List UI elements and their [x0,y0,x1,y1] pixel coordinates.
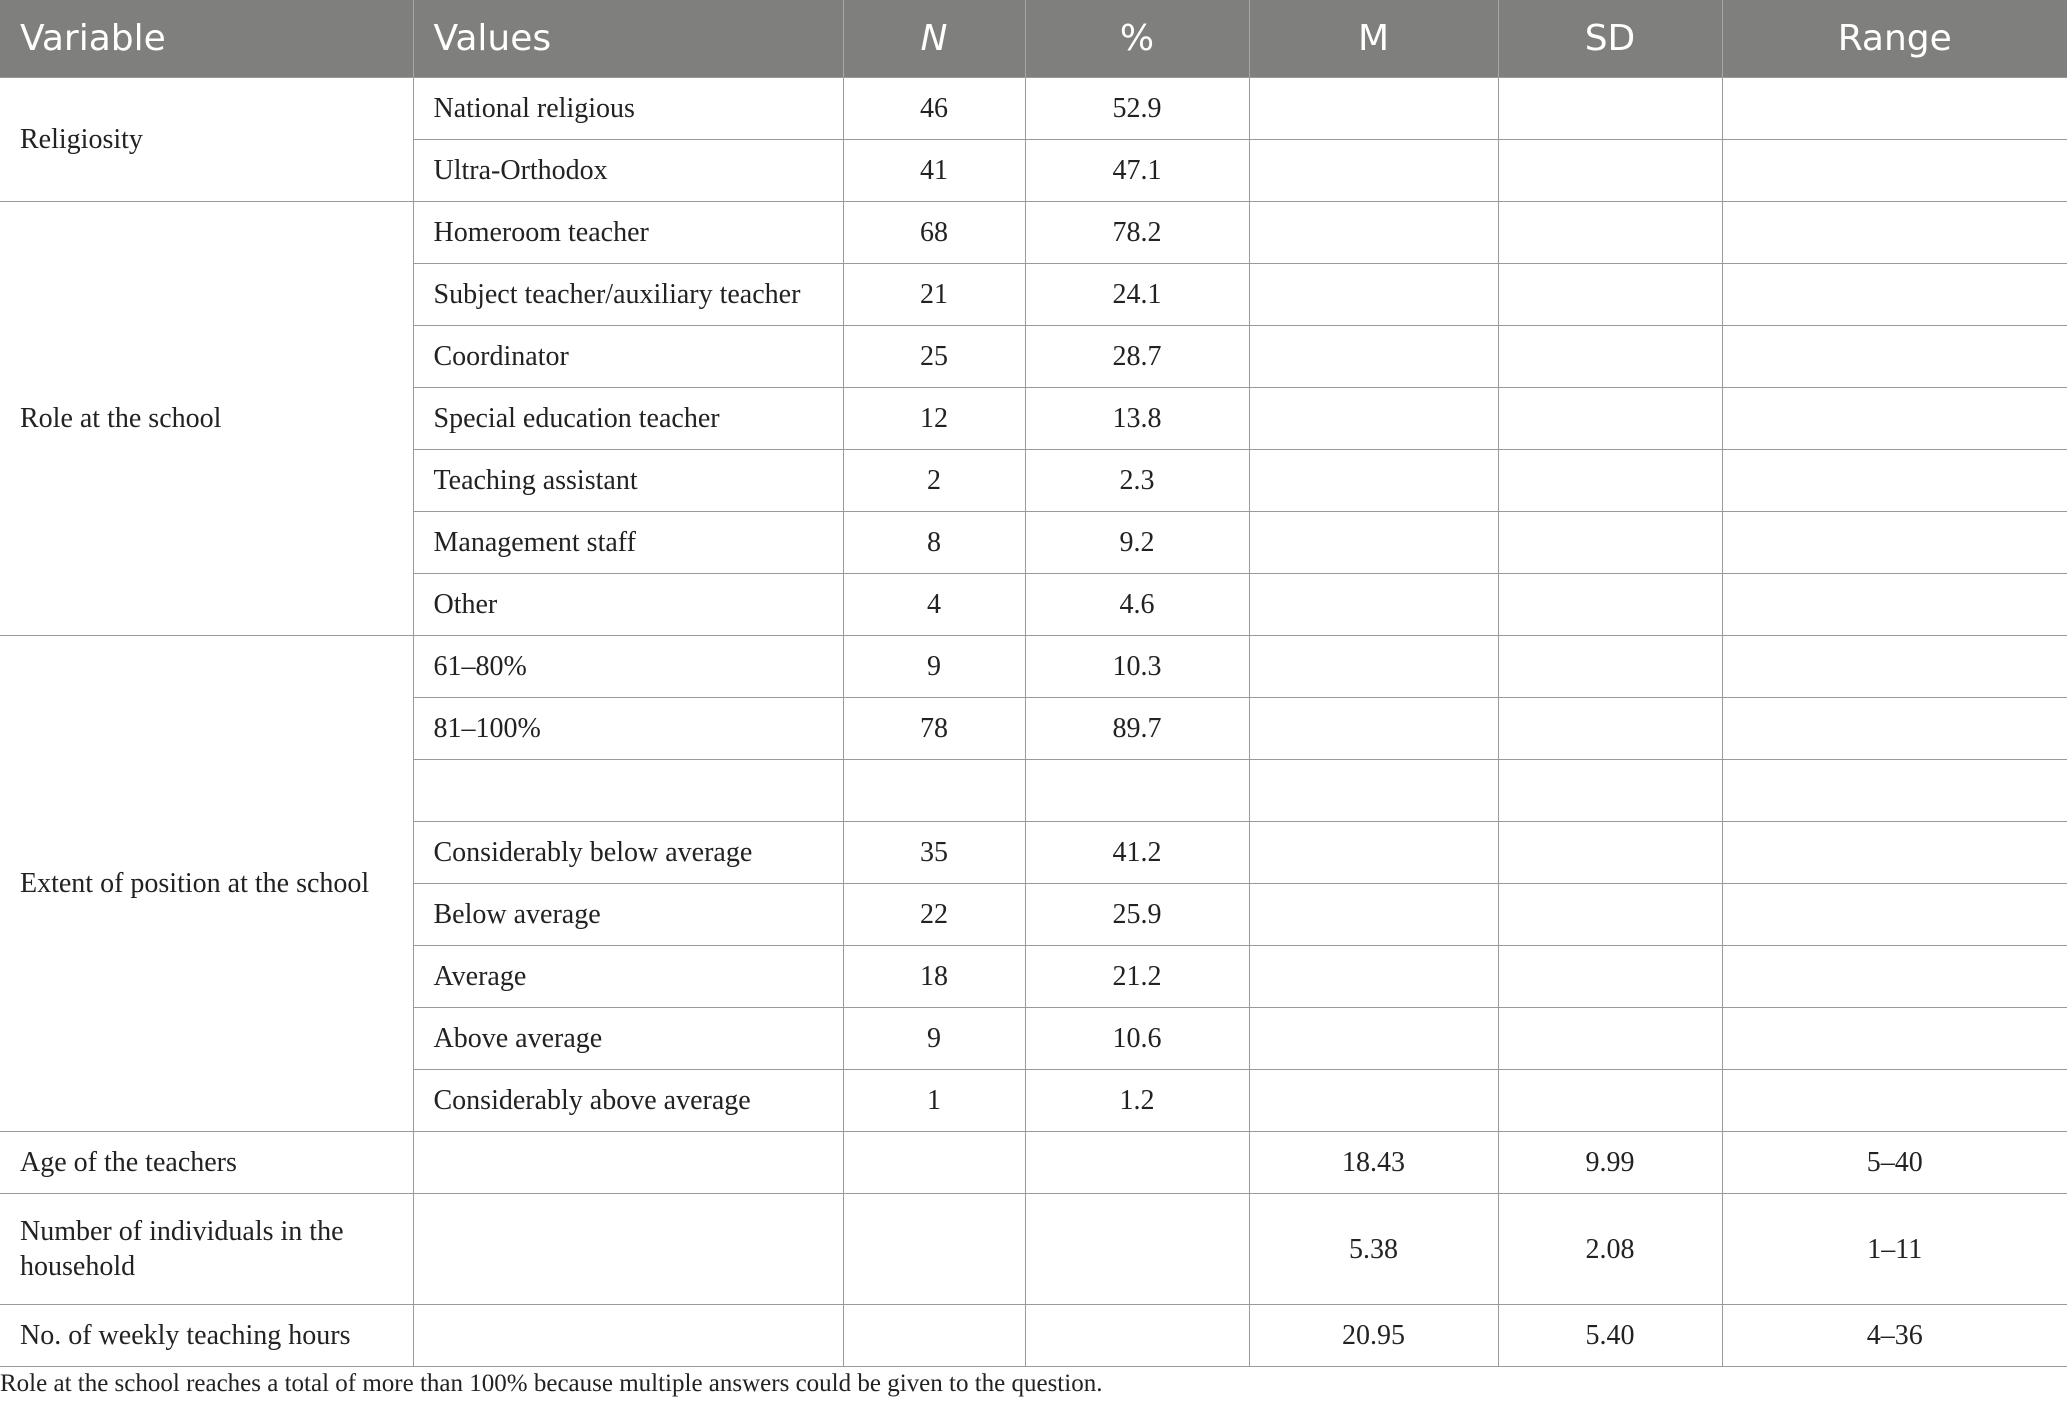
value-cell: Considerably above average [413,1070,843,1132]
header-n: N [843,0,1025,78]
pct-cell: 24.1 [1025,264,1249,326]
m-cell [1249,636,1498,698]
value-cell: Below average [413,884,843,946]
pct-cell: 10.6 [1025,1008,1249,1070]
pct-cell [1025,1132,1249,1194]
sd-cell [1498,822,1722,884]
range-cell [1722,326,2067,388]
m-cell [1249,202,1498,264]
range-cell [1722,760,2067,822]
n-cell: 12 [843,388,1025,450]
header-values: Values [413,0,843,78]
value-cell [413,760,843,822]
n-cell [843,1194,1025,1305]
value-cell: Average [413,946,843,1008]
table-row [0,1132,2067,1194]
m-cell [1249,574,1498,636]
table-row [0,202,2067,264]
n-cell: 78 [843,698,1025,760]
sd-cell [1498,326,1722,388]
sd-cell [1498,698,1722,760]
header-m: M [1249,0,1498,78]
value-cell: Special education teacher [413,388,843,450]
sd-cell [1498,202,1722,264]
n-cell: 41 [843,140,1025,202]
range-cell [1722,698,2067,760]
header-range: Range [1722,0,2067,78]
n-cell: 9 [843,1008,1025,1070]
m-cell [1249,512,1498,574]
pct-cell: 41.2 [1025,822,1249,884]
n-cell: 25 [843,326,1025,388]
table-row [0,1305,2067,1367]
n-cell: 21 [843,264,1025,326]
m-cell [1249,946,1498,1008]
range-cell [1722,636,2067,698]
pct-cell: 25.9 [1025,884,1249,946]
range-cell [1722,140,2067,202]
range-cell [1722,822,2067,884]
header-variable: Variable [0,0,413,78]
value-cell: 61–80% [413,636,843,698]
value-cell: Above average [413,1008,843,1070]
pct-cell: 9.2 [1025,512,1249,574]
range-cell [1722,202,2067,264]
n-cell: 9 [843,636,1025,698]
table-row [0,1194,2067,1305]
range-cell: 4–36 [1722,1305,2067,1367]
range-cell [1722,1070,2067,1132]
range-cell [1722,884,2067,946]
n-cell [843,760,1025,822]
n-cell [843,1305,1025,1367]
pct-cell: 21.2 [1025,946,1249,1008]
pct-cell: 10.3 [1025,636,1249,698]
sd-cell [1498,264,1722,326]
m-cell [1249,326,1498,388]
value-cell: Teaching assistant [413,450,843,512]
range-cell [1722,946,2067,1008]
m-cell [1249,698,1498,760]
m-cell: 18.43 [1249,1132,1498,1194]
variable-household: Number of individuals in the household [0,1194,413,1305]
pct-cell: 4.6 [1025,574,1249,636]
pct-cell: 28.7 [1025,326,1249,388]
sd-cell [1498,512,1722,574]
sd-cell [1498,388,1722,450]
sd-cell: 9.99 [1498,1132,1722,1194]
table-row [0,636,2067,698]
value-cell: Ultra-Orthodox [413,140,843,202]
n-cell: 46 [843,78,1025,140]
value-cell [413,1305,843,1367]
pct-cell: 2.3 [1025,450,1249,512]
value-cell: Coordinator [413,326,843,388]
table-row [0,78,2067,140]
n-cell: 18 [843,946,1025,1008]
value-cell: 81–100% [413,698,843,760]
range-cell [1722,78,2067,140]
m-cell: 20.95 [1249,1305,1498,1367]
variable-age: Age of the teachers [0,1132,413,1194]
n-cell: 1 [843,1070,1025,1132]
pct-cell: 78.2 [1025,202,1249,264]
value-cell: Other [413,574,843,636]
value-cell [413,1194,843,1305]
pct-cell: 47.1 [1025,140,1249,202]
range-cell: 5–40 [1722,1132,2067,1194]
value-cell: Subject teacher/auxiliary teacher [413,264,843,326]
n-cell: 22 [843,884,1025,946]
pct-cell [1025,1305,1249,1367]
n-cell [843,1132,1025,1194]
n-cell: 8 [843,512,1025,574]
sd-cell [1498,450,1722,512]
value-cell: Considerably below average [413,822,843,884]
m-cell [1249,388,1498,450]
sd-cell [1498,574,1722,636]
range-cell [1722,512,2067,574]
n-cell: 68 [843,202,1025,264]
variable-extent: Extent of position at the school [0,636,413,1132]
range-cell [1722,1008,2067,1070]
pct-cell [1025,1194,1249,1305]
pct-cell: 1.2 [1025,1070,1249,1132]
sd-cell [1498,760,1722,822]
range-cell [1722,450,2067,512]
m-cell: 5.38 [1249,1194,1498,1305]
value-cell [413,1132,843,1194]
range-cell [1722,264,2067,326]
value-cell: National religious [413,78,843,140]
range-cell [1722,574,2067,636]
range-cell [1722,388,2067,450]
m-cell [1249,884,1498,946]
value-cell: Homeroom teacher [413,202,843,264]
range-cell: 1–11 [1722,1194,2067,1305]
m-cell [1249,78,1498,140]
table-footnote: Role at the school reaches a total of more than 100% because multiple answers could be given to the question. [0,1370,1103,1397]
variable-religiosity: Religiosity [0,78,413,202]
sd-cell [1498,1070,1722,1132]
m-cell [1249,140,1498,202]
sd-cell [1498,140,1722,202]
sd-cell [1498,636,1722,698]
m-cell [1249,760,1498,822]
variable-role: Role at the school [0,202,413,636]
m-cell [1249,1008,1498,1070]
pct-cell: 89.7 [1025,698,1249,760]
m-cell [1249,264,1498,326]
sd-cell: 5.40 [1498,1305,1722,1367]
pct-cell: 52.9 [1025,78,1249,140]
n-cell: 2 [843,450,1025,512]
header-percent: % [1025,0,1249,78]
pct-cell: 13.8 [1025,388,1249,450]
n-cell: 35 [843,822,1025,884]
value-cell: Management staff [413,512,843,574]
header-sd: SD [1498,0,1722,78]
m-cell [1249,450,1498,512]
sd-cell [1498,884,1722,946]
table-header-row [0,0,2067,78]
m-cell [1249,822,1498,884]
sd-cell [1498,946,1722,1008]
sd-cell [1498,1008,1722,1070]
sd-cell: 2.08 [1498,1194,1722,1305]
variable-weekly-hours: No. of weekly teaching hours [0,1305,413,1367]
m-cell [1249,1070,1498,1132]
pct-cell [1025,760,1249,822]
n-cell: 4 [843,574,1025,636]
sd-cell [1498,78,1722,140]
